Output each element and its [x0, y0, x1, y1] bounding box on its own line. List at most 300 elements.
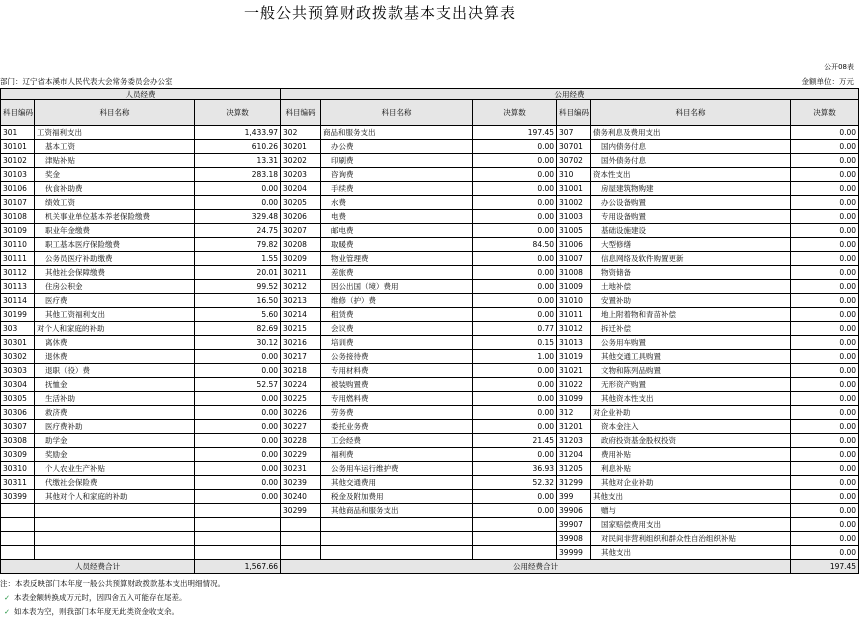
item-amount: 52.57: [195, 378, 281, 392]
item-name-cell: [321, 238, 473, 252]
item-code: 31009: [557, 280, 591, 294]
item-name-cell: [35, 252, 195, 266]
item-name-cell: [591, 518, 791, 532]
item-name: 退休费: [45, 351, 68, 361]
item-name-cell: [321, 546, 473, 560]
item-code: [1, 532, 35, 546]
item-code: 31006: [557, 238, 591, 252]
item-name: 拆迁补偿: [601, 323, 632, 333]
item-name: 其他对企业补助: [601, 477, 654, 487]
item-name: 办公设备购置: [601, 197, 647, 207]
item-code: 30311: [1, 476, 35, 490]
item-name-cell: [35, 238, 195, 252]
item-code: 30239: [281, 476, 321, 490]
item-name: 奖励金: [45, 449, 68, 459]
item-name-cell: [321, 182, 473, 196]
item-name: 个人农业生产补贴: [45, 463, 105, 473]
item-name-cell: [35, 168, 195, 182]
item-name: 公务用车购置: [601, 337, 647, 347]
item-code: 30399: [1, 490, 35, 504]
item-code: 310: [557, 168, 591, 182]
note-text: 本表金额转换成万元时，因四舍五入可能存在尾差。: [14, 592, 187, 602]
item-name: 职业年金缴费: [45, 225, 90, 235]
table-row: [1, 266, 859, 280]
item-code: [281, 532, 321, 546]
table-row: [1, 210, 859, 224]
item-name: 信息网络及软件购置更新: [601, 253, 684, 263]
item-name: 咨询费: [331, 169, 354, 179]
item-amount: 0.00: [791, 308, 859, 322]
item-code: 39908: [557, 532, 591, 546]
table-row: [1, 476, 859, 490]
item-name: 医疗费补助: [45, 421, 83, 431]
item-amount: 0.00: [473, 280, 557, 294]
item-name-cell: [35, 406, 195, 420]
item-code: 30306: [1, 406, 35, 420]
item-amount: 0.00: [791, 168, 859, 182]
item-name: 医疗费: [45, 295, 68, 305]
item-name: 政府投资基金股权投资: [601, 435, 677, 445]
item-amount: 0.00: [195, 182, 281, 196]
item-name: 债务利息及费用支出: [593, 127, 661, 137]
item-name: 基本工资: [45, 141, 75, 151]
item-name: 土地补偿: [601, 281, 632, 291]
item-code: 30102: [1, 154, 35, 168]
table-row: [1, 378, 859, 392]
unit-label: 金额单位：万元: [801, 77, 854, 86]
item-code: 30109: [1, 224, 35, 238]
item-amount: 82.69: [195, 322, 281, 336]
item-amount: 30.12: [195, 336, 281, 350]
note-line: [0, 591, 225, 606]
item-amount: 0.00: [791, 378, 859, 392]
item-amount: 610.26: [195, 140, 281, 154]
item-amount: 99.52: [195, 280, 281, 294]
item-code: 30310: [1, 462, 35, 476]
item-name: 专用材料费: [331, 365, 369, 375]
item-name: 其他支出: [593, 491, 624, 501]
item-name-cell: [35, 210, 195, 224]
table-row: [1, 546, 859, 560]
item-name-cell: [321, 518, 473, 532]
col-amount-header: 决算数: [195, 100, 281, 126]
item-code: 30108: [1, 210, 35, 224]
item-name-cell: [591, 336, 791, 350]
item-code: 307: [557, 126, 591, 140]
item-amount: 0.00: [791, 392, 859, 406]
item-name-cell: [591, 266, 791, 280]
item-code: 30702: [557, 154, 591, 168]
item-amount: 5.60: [195, 308, 281, 322]
table-row: [1, 336, 859, 350]
item-name: 税金及附加费用: [331, 491, 384, 501]
item-name: 租赁费: [331, 309, 354, 319]
item-name-cell: [321, 168, 473, 182]
table-row: [1, 406, 859, 420]
public-total-value: 197.45: [791, 560, 859, 574]
item-name-cell: [35, 280, 195, 294]
item-name: 机关事业单位基本养老保险缴费: [45, 211, 150, 221]
item-amount: 0.00: [791, 434, 859, 448]
item-name: 公务接待费: [331, 351, 369, 361]
item-code: [281, 546, 321, 560]
item-amount: 0.00: [195, 476, 281, 490]
item-amount: 1.00: [473, 350, 557, 364]
item-code: 30299: [281, 504, 321, 518]
item-amount: 0.00: [473, 448, 557, 462]
item-name: 公务用车运行维护费: [331, 463, 399, 473]
item-name-cell: [591, 252, 791, 266]
item-name: 手续费: [331, 183, 354, 193]
item-code: 30228: [281, 434, 321, 448]
item-name: 大型修缮: [601, 239, 632, 249]
item-name: 邮电费: [331, 225, 354, 235]
item-code: 30231: [281, 462, 321, 476]
item-name-cell: [591, 280, 791, 294]
table-row: [1, 126, 859, 140]
item-name-cell: [321, 490, 473, 504]
item-amount: 0.00: [473, 196, 557, 210]
item-name: 专用燃料费: [331, 393, 369, 403]
item-name-cell: [35, 140, 195, 154]
item-name: 绩效工资: [45, 197, 75, 207]
item-amount: 0.00: [791, 280, 859, 294]
item-name-cell: [321, 322, 473, 336]
item-amount: 0.00: [473, 308, 557, 322]
item-name: 离休费: [45, 337, 68, 347]
item-name: 其他交通工具购置: [601, 351, 662, 361]
item-name-cell: [321, 224, 473, 238]
item-code: 30301: [1, 336, 35, 350]
item-amount: 0.00: [473, 490, 557, 504]
item-name: 职工基本医疗保险缴费: [45, 239, 120, 249]
item-name-cell: [35, 378, 195, 392]
table-row: [1, 350, 859, 364]
notes: [0, 577, 225, 620]
item-name: 劳务费: [331, 407, 354, 417]
item-name-cell: [35, 420, 195, 434]
item-name-cell: [35, 336, 195, 350]
item-code: 30207: [281, 224, 321, 238]
table-row: [1, 518, 859, 532]
item-name: 差旅费: [331, 267, 354, 277]
item-name: 福利费: [331, 449, 354, 459]
item-name: 其他社会保障缴费: [45, 267, 105, 277]
table-row: [1, 392, 859, 406]
item-name-cell: [321, 210, 473, 224]
item-amount: 1.55: [195, 252, 281, 266]
item-name: 生活补助: [45, 393, 75, 403]
item-name: 国家赔偿费用支出: [601, 519, 662, 529]
item-amount: 0.00: [195, 490, 281, 504]
item-name-cell: [321, 252, 473, 266]
col-code-header: 科目编码: [281, 100, 321, 126]
check-mark-icon: ✓: [4, 608, 10, 616]
item-name-cell: [321, 196, 473, 210]
table-row: [1, 448, 859, 462]
item-amount: 0.00: [473, 420, 557, 434]
item-amount: 0.00: [791, 224, 859, 238]
item-code: 30229: [281, 448, 321, 462]
item-amount: 0.00: [473, 364, 557, 378]
item-name-cell: [321, 140, 473, 154]
item-code: 30113: [1, 280, 35, 294]
item-name: 国外债务付息: [601, 155, 647, 165]
item-name: 维修（护）费: [331, 295, 377, 305]
item-code: 39907: [557, 518, 591, 532]
item-name-cell: [591, 308, 791, 322]
item-amount: 0.00: [791, 238, 859, 252]
item-code: 31013: [557, 336, 591, 350]
col-code-header: 科目编码: [557, 100, 591, 126]
item-amount: 0.00: [791, 350, 859, 364]
table-row: [1, 490, 859, 504]
col-code-header: 科目编码: [1, 100, 35, 126]
item-amount: 0.00: [791, 336, 859, 350]
report-title: 一般公共预算财政拨款基本支出决算表: [243, 4, 516, 22]
item-name: 对个人和家庭的补助: [37, 323, 105, 333]
item-amount: 0.00: [473, 392, 557, 406]
item-name-cell: [591, 210, 791, 224]
item-amount: 0.00: [195, 406, 281, 420]
item-code: 30214: [281, 308, 321, 322]
item-code: 30205: [281, 196, 321, 210]
form-number: 公开08表: [824, 63, 854, 71]
item-amount: 0.00: [473, 266, 557, 280]
table-row: [1, 140, 859, 154]
item-name-cell: [591, 182, 791, 196]
item-name-cell: [35, 126, 195, 140]
item-name-cell: [35, 518, 195, 532]
item-name: 津贴补贴: [45, 155, 75, 165]
item-amount: 0.00: [791, 252, 859, 266]
item-name-cell: [591, 154, 791, 168]
item-name-cell: [35, 266, 195, 280]
item-amount: 0.00: [473, 140, 557, 154]
item-name: 其他交通费用: [331, 477, 377, 487]
item-code: 30204: [281, 182, 321, 196]
item-name-cell: [591, 168, 791, 182]
item-name: 被装购置费: [331, 379, 369, 389]
item-code: 31203: [557, 434, 591, 448]
item-amount: 0.00: [195, 434, 281, 448]
item-name: 赠与: [601, 505, 617, 515]
item-code: 30208: [281, 238, 321, 252]
item-code: 30305: [1, 392, 35, 406]
item-code: 30224: [281, 378, 321, 392]
table-row: [1, 504, 859, 518]
item-amount: 0.00: [473, 406, 557, 420]
item-amount: 0.00: [791, 518, 859, 532]
item-name: 商品和服务支出: [323, 127, 376, 137]
item-code: 30701: [557, 140, 591, 154]
item-name-cell: [35, 224, 195, 238]
item-name: 费用补贴: [601, 449, 632, 459]
item-name-cell: [321, 154, 473, 168]
table-row: [1, 154, 859, 168]
item-amount: 52.32: [473, 476, 557, 490]
item-code: 30308: [1, 434, 35, 448]
item-name-cell: [321, 364, 473, 378]
expenditure-table: [0, 88, 859, 574]
item-amount: 0.00: [473, 210, 557, 224]
item-name: 奖金: [45, 169, 60, 179]
table-row: [1, 182, 859, 196]
item-name-cell: [591, 378, 791, 392]
item-code: 30226: [281, 406, 321, 420]
item-name-cell: [321, 280, 473, 294]
item-code: 30112: [1, 266, 35, 280]
item-code: 31005: [557, 224, 591, 238]
item-amount: 0.00: [195, 462, 281, 476]
item-amount: 0.00: [195, 350, 281, 364]
item-name: 委托业务费: [331, 421, 369, 431]
item-name: 办公费: [331, 141, 354, 151]
item-name-cell: [35, 476, 195, 490]
item-name-cell: [591, 140, 791, 154]
col-amount-header: 决算数: [791, 100, 859, 126]
item-code: 31008: [557, 266, 591, 280]
item-code: 31204: [557, 448, 591, 462]
item-code: 30206: [281, 210, 321, 224]
item-code: 31002: [557, 196, 591, 210]
col-name-header: 科目名称: [35, 100, 195, 126]
item-name-cell: [35, 154, 195, 168]
item-code: 39906: [557, 504, 591, 518]
item-name: 救济费: [45, 407, 68, 417]
item-amount: [473, 532, 557, 546]
item-code: 30211: [281, 266, 321, 280]
item-amount: 0.00: [473, 252, 557, 266]
item-name-cell: [35, 448, 195, 462]
item-name-cell: [591, 364, 791, 378]
item-amount: [473, 546, 557, 560]
item-name-cell: [321, 294, 473, 308]
item-name-cell: [35, 350, 195, 364]
table-row: [1, 322, 859, 336]
item-code: [1, 504, 35, 518]
item-amount: 0.00: [791, 546, 859, 560]
item-name-cell: [591, 476, 791, 490]
item-code: 301: [1, 126, 35, 140]
item-name: 对民间非营利组织和群众性自治组织补贴: [601, 533, 737, 543]
item-name: 地上附着物和青苗补偿: [601, 309, 677, 319]
item-name: 印刷费: [331, 155, 354, 165]
item-code: [1, 546, 35, 560]
item-name-cell: [591, 294, 791, 308]
item-code: 302: [281, 126, 321, 140]
item-name-cell: [321, 434, 473, 448]
item-code: 30227: [281, 420, 321, 434]
item-amount: 0.00: [791, 532, 859, 546]
item-name-cell: [35, 462, 195, 476]
item-name-cell: [35, 546, 195, 560]
item-name-cell: [321, 532, 473, 546]
item-name: 物资储备: [601, 267, 632, 277]
item-amount: 0.00: [791, 154, 859, 168]
table-row: [1, 294, 859, 308]
item-code: 30201: [281, 140, 321, 154]
item-name: 物业管理费: [331, 253, 369, 263]
item-name: 其他商品和服务支出: [331, 505, 399, 515]
item-amount: 0.00: [791, 182, 859, 196]
item-amount: 0.15: [473, 336, 557, 350]
item-code: 30101: [1, 140, 35, 154]
item-name-cell: [321, 420, 473, 434]
item-code: 30304: [1, 378, 35, 392]
item-amount: [195, 546, 281, 560]
item-name: 其他支出: [601, 547, 632, 557]
table-row: [1, 434, 859, 448]
item-code: 399: [557, 490, 591, 504]
item-name: 水费: [331, 197, 347, 207]
item-amount: 0.00: [791, 462, 859, 476]
item-code: 30218: [281, 364, 321, 378]
item-code: 30309: [1, 448, 35, 462]
item-amount: 0.00: [473, 154, 557, 168]
table-row: [1, 308, 859, 322]
item-amount: [195, 504, 281, 518]
item-name-cell: [321, 126, 473, 140]
item-name-cell: [35, 364, 195, 378]
department-label: 部门：辽宁省本溪市人民代表大会常务委员会办公室: [0, 77, 173, 86]
item-amount: 0.77: [473, 322, 557, 336]
item-code: 30114: [1, 294, 35, 308]
item-name-cell: [591, 196, 791, 210]
item-name-cell: [321, 406, 473, 420]
item-name-cell: [591, 126, 791, 140]
item-name-cell: [591, 350, 791, 364]
item-code: 30202: [281, 154, 321, 168]
item-amount: 283.18: [195, 168, 281, 182]
item-amount: 13.31: [195, 154, 281, 168]
personnel-total-label: 人员经费合计: [1, 560, 195, 574]
item-amount: 0.00: [791, 420, 859, 434]
table-row: [1, 280, 859, 294]
note-text: 如本表为空，则我部门本年度无此类资金收支余。: [14, 607, 179, 616]
item-code: 31003: [557, 210, 591, 224]
table-row: [1, 168, 859, 182]
item-amount: 0.00: [473, 224, 557, 238]
item-name-cell: [35, 294, 195, 308]
item-amount: 0.00: [791, 364, 859, 378]
item-name: 其他资本性支出: [601, 393, 654, 403]
item-amount: 0.00: [195, 364, 281, 378]
totals-row: [1, 560, 859, 574]
item-amount: 0.00: [473, 294, 557, 308]
table-row: [1, 532, 859, 546]
item-code: 39999: [557, 546, 591, 560]
public-section-header: 公用经费: [281, 89, 859, 100]
item-amount: 0.00: [473, 378, 557, 392]
item-name: 对企业补助: [593, 407, 631, 417]
item-name: 代缴社会保险费: [45, 477, 98, 487]
item-name-cell: [321, 266, 473, 280]
item-code: 30217: [281, 350, 321, 364]
item-name: 利息补贴: [601, 463, 632, 473]
item-amount: [195, 532, 281, 546]
item-code: 30303: [1, 364, 35, 378]
personnel-total-value: 1,567.66: [195, 560, 281, 574]
item-name-cell: [591, 448, 791, 462]
item-name: 专用设备购置: [601, 211, 647, 221]
item-code: 30111: [1, 252, 35, 266]
item-name-cell: [591, 406, 791, 420]
item-code: 30302: [1, 350, 35, 364]
item-name-cell: [591, 504, 791, 518]
item-name-cell: [321, 462, 473, 476]
item-amount: 36.93: [473, 462, 557, 476]
